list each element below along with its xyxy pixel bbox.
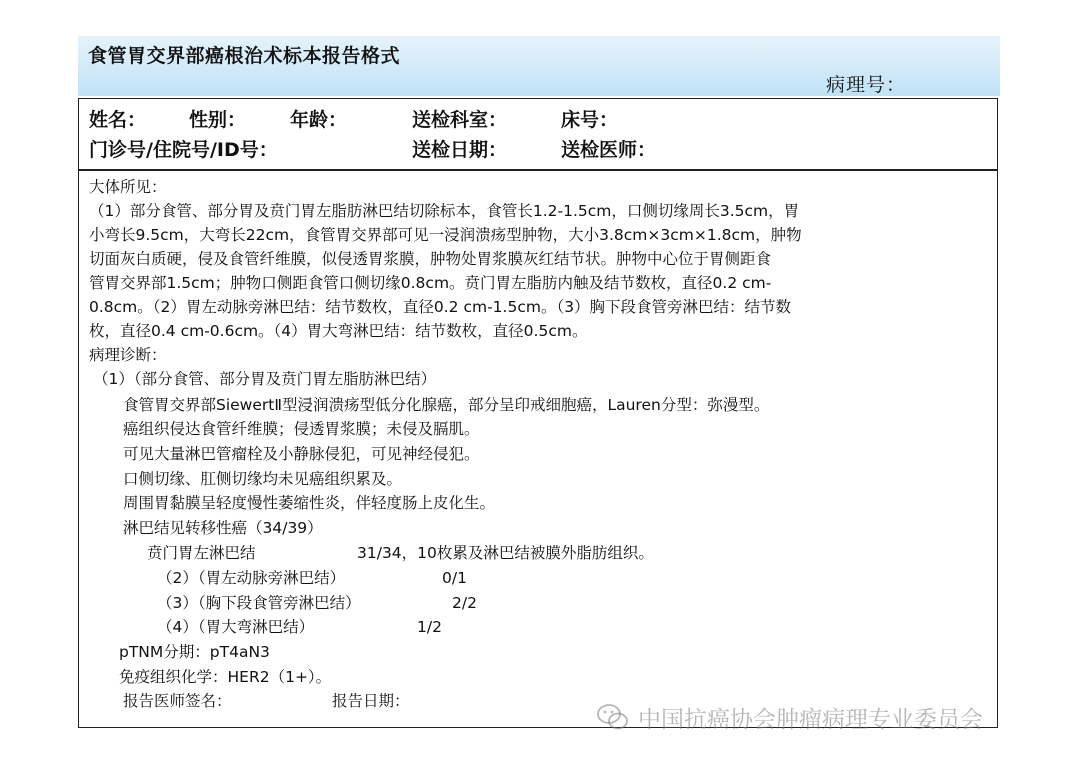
- ptnm-stage: pTNM分期：pT4aN3: [119, 643, 270, 661]
- title-band: [78, 36, 1000, 96]
- lymph-node-value: 2/2: [452, 594, 477, 612]
- lymph-node-value: 31/34，10枚累及淋巴结被膜外脂肪组织。: [357, 544, 654, 562]
- lymph-node-value: 0/1: [442, 569, 467, 587]
- gross-line: 管胃交界部1.5cm；肿物口侧距食管口侧切缘0.8cm。贲门胃左脂肪内触及结节数枚，直径0.2 cm-: [89, 274, 772, 292]
- lymph-node-label: （2）（胃左动脉旁淋巴结）: [157, 569, 346, 587]
- ihc-result: 免疫组织化学：HER2（1+）。: [119, 668, 332, 686]
- gross-line: （1）部分食管、部分胃及贲门胃左脂肪淋巴结切除标本，食管长1.2-1.5cm，口侧切缘周长3.5cm，胃: [89, 202, 800, 220]
- diagnosis-heading: 病理诊断：: [89, 346, 167, 364]
- bed-field: 床号：: [561, 109, 619, 131]
- report-title: 食管胃交界部癌根治术标本报告格式: [88, 45, 401, 67]
- gross-line: 切面灰白质硬，侵及食管纤维膜，似侵透胃浆膜，肿物处胃浆膜灰红结节状。肿物中心位于胃侧距食: [89, 250, 772, 268]
- lymph-node-label: 贲门胃左淋巴结: [147, 544, 256, 562]
- wechat-icon: [596, 702, 630, 732]
- diagnosis-section-1: （1）（部分食管、部分胃及贲门胃左脂肪淋巴结）: [93, 370, 437, 388]
- report-doctor-signature: 报告医师签名：: [123, 692, 232, 710]
- dept-field: 送检科室：: [412, 109, 508, 131]
- watermark-text: 中国抗癌协会肿瘤病理专业委员会: [638, 706, 983, 733]
- diagnosis-line: 可见大量淋巴管瘤栓及小静脉侵犯，可见神经侵犯。: [123, 445, 480, 463]
- report-content-box: [78, 170, 998, 728]
- sex-field: 性别：: [189, 109, 247, 131]
- diagnosis-line: 癌组织侵达食管纤维膜；侵透胃浆膜；未侵及膈肌。: [123, 420, 480, 438]
- lymph-node-label: （4）（胃大弯淋巴结）: [157, 618, 315, 636]
- diagnosis-line: 口侧切缘、肛侧切缘均未见癌组织累及。: [123, 470, 403, 488]
- diagnosis-line: 食管胃交界部SiewertⅡ型浸润溃疡型低分化腺癌，部分呈印戒细胞癌，Lauren分型：弥漫型。: [123, 396, 770, 414]
- name-field: 姓名：: [89, 109, 147, 131]
- gross-heading: 大体所见：: [89, 178, 167, 196]
- gross-line: 枚，直径0.4 cm-0.6cm。（4）胃大弯淋巴结：结节数枚，直径0.5cm。: [89, 322, 588, 340]
- age-field: 年龄：: [290, 109, 348, 131]
- gross-line: 小弯长9.5cm，大弯长22cm，食管胃交界部可见一浸润溃疡型肿物，大小3.8cm×3cm×1.8cm，肿物: [89, 226, 802, 244]
- pathology-number-label: 病理号：: [826, 74, 907, 96]
- diagnosis-line: 周围胃黏膜呈轻度慢性萎缩性炎，伴轻度肠上皮化生。: [123, 494, 496, 512]
- lymph-node-value: 1/2: [417, 618, 442, 636]
- id-field: 门诊号/住院号/ID号：: [89, 139, 278, 161]
- report-date: 报告日期：: [332, 692, 410, 710]
- lymph-node-label: （3）（胸下段食管旁淋巴结）: [157, 594, 361, 612]
- diagnosis-line: 淋巴结见转移性癌（34/39）: [123, 519, 323, 537]
- date-field: 送检日期：: [412, 139, 508, 161]
- watermark: [596, 700, 983, 734]
- gross-line: 0.8cm。（2）胃左动脉旁淋巴结：结节数枚，直径0.2 cm-1.5cm。（3）胸下段食管旁淋巴结：结节数: [89, 298, 792, 316]
- patient-info-box: [78, 98, 998, 170]
- doctor-field: 送检医师：: [561, 139, 657, 161]
